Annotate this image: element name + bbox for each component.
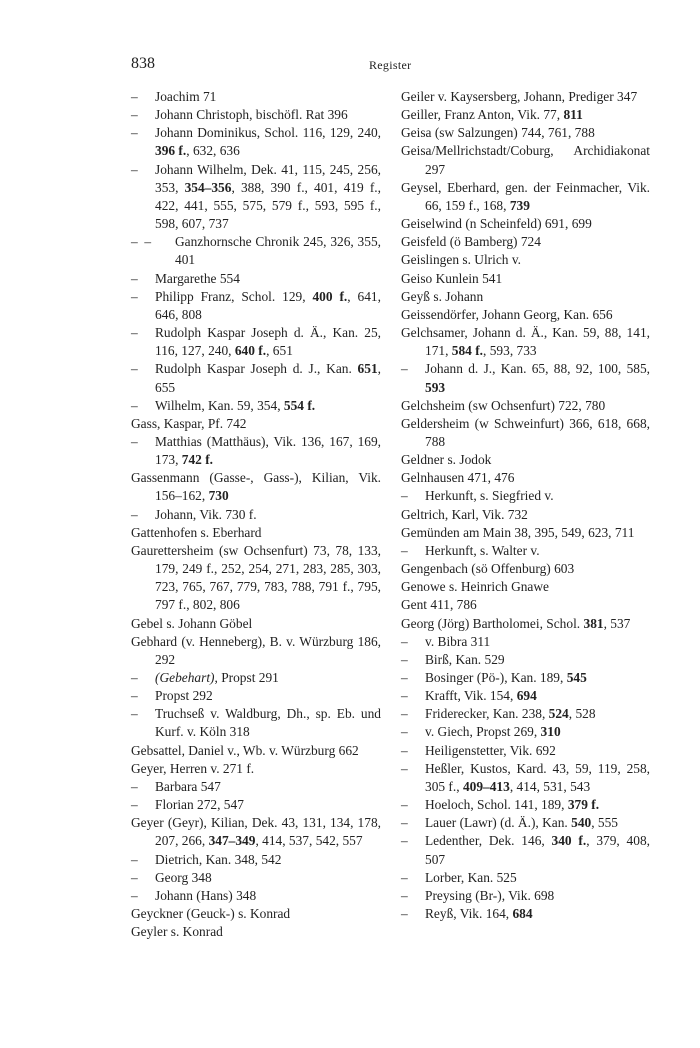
entry-text: Lorber, Kan. 525 [425, 869, 517, 885]
entry-text: Gaurettersheim (sw Ochsenfurt) 73, 78, 133, 179, 249 f., 252, 254, 271, 283, 285, 303, 723, 765, 767, 779, 783, 788, 791 f., 795, 797 f., 802, 806 [131, 542, 381, 613]
index-entry [401, 832, 650, 868]
index-entry [401, 415, 650, 451]
index-entry [131, 905, 381, 923]
entry-text: Geiller, Franz Anton, Vik. 77, 811 [401, 107, 583, 123]
index-column-left [131, 88, 381, 941]
index-entry [131, 88, 381, 106]
entry-text: Herkunft, s. Siegfried v. [425, 488, 554, 504]
index-entry [401, 887, 650, 905]
entry-text: Geyler s. Konrad [131, 924, 223, 940]
dash-mark: – [131, 325, 138, 341]
entry-text: Geissendörfer, Johann Georg, Kan. 656 [401, 306, 613, 322]
index-entry [131, 814, 381, 850]
entry-text: Gent 411, 786 [401, 597, 477, 613]
dash-mark: – [401, 760, 408, 776]
dash-mark: – [131, 797, 138, 813]
index-entry [401, 397, 650, 415]
index-entry [131, 687, 381, 705]
entry-text: Gelchsheim (sw Ochsenfurt) 722, 780 [401, 397, 606, 413]
entry-text: Rudolph Kaspar Joseph d. Ä., Kan. 25, 116, 127, 240, 640 f., 651 [155, 325, 381, 359]
entry-text: Geldner s. Jodok [401, 452, 492, 468]
dash-mark: – [401, 742, 408, 758]
index-entry [131, 469, 381, 505]
index-entry [131, 233, 381, 269]
index-entry [401, 506, 650, 524]
index-entry [131, 506, 381, 524]
dash-mark: – [131, 778, 138, 794]
dash-mark: – [401, 361, 408, 377]
dash-mark: – [401, 797, 408, 813]
dash-mark: – [131, 706, 138, 722]
dash-mark: – [401, 488, 408, 504]
dash-mark: – [131, 851, 138, 867]
index-entry [131, 615, 381, 633]
index-entry [401, 723, 650, 741]
entry-text: Geiselwind (n Scheinfeld) 691, 699 [401, 216, 592, 232]
index-entry [401, 251, 650, 269]
entry-text: Geiler v. Kaysersberg, Johann, Prediger 347 [401, 89, 638, 104]
dash-mark: – – [131, 234, 152, 250]
entry-text: (Gebehart), Propst 291 [155, 670, 279, 685]
entry-text: Friderecker, Kan. 238, 524, 528 [425, 706, 596, 722]
index-entry [401, 633, 650, 651]
index-entry [131, 433, 381, 469]
index-entry [131, 415, 381, 433]
index-entry [131, 778, 381, 796]
dash-mark: – [401, 688, 408, 704]
index-entry [131, 760, 381, 778]
index-entry [131, 542, 381, 615]
entry-text: Gebhard (v. Henneberg), B. v. Würzburg 186, 292 [131, 633, 381, 667]
index-entry [401, 124, 650, 142]
index-entry [401, 306, 650, 324]
entry-text: Gass, Kaspar, Pf. 742 [131, 415, 247, 431]
entry-text: Joachim 71 [155, 89, 217, 104]
index-entry [131, 324, 381, 360]
entry-text: Geysel, Eberhard, gen. der Feinmacher, Vik. 66, 159 f., 168, 739 [401, 179, 650, 213]
dash-mark: – [131, 361, 138, 377]
dash-mark: – [131, 125, 138, 141]
index-entry [401, 578, 650, 596]
entry-text: Propst 292 [155, 688, 213, 704]
index-entry [131, 796, 381, 814]
index-entry [401, 270, 650, 288]
dash-mark: – [401, 906, 408, 922]
entry-text: Lauer (Lawr) (d. Ä.), Kan. 540, 555 [425, 815, 618, 831]
entry-text: Johann Christoph, bischöfl. Rat 396 [155, 107, 348, 123]
index-entry [401, 88, 650, 106]
dash-mark: – [401, 542, 408, 558]
entry-text: Genowe s. Heinrich Gnawe [401, 579, 549, 595]
index-column-right [401, 88, 650, 923]
entry-text: Geyer, Herren v. 271 f. [131, 760, 255, 776]
dash-mark: – [401, 815, 408, 831]
index-entry [401, 179, 650, 215]
entry-text: Wilhelm, Kan. 59, 354, 554 f. [155, 397, 316, 413]
entry-text: Philipp Franz, Schol. 129, 400 f., 641, 646, 808 [155, 288, 381, 322]
dash-mark: – [401, 670, 408, 685]
dash-mark: – [131, 887, 138, 903]
entry-text: Georg 348 [155, 869, 212, 885]
entry-text: Florian 272, 547 [155, 797, 244, 813]
index-entry [401, 760, 650, 796]
index-entry [401, 560, 650, 578]
dash-mark: – [401, 724, 408, 740]
entry-text: Johann, Vik. 730 f. [155, 506, 257, 522]
dash-mark: – [401, 833, 408, 849]
entry-text: Gelchsamer, Johann d. Ä., Kan. 59, 88, 141, 171, 584 f., 593, 733 [401, 325, 650, 359]
index-entry [131, 106, 381, 124]
index-entry [131, 851, 381, 869]
dash-mark: – [131, 670, 138, 685]
index-entry [401, 142, 650, 178]
entry-text: Gebel s. Johann Göbel [131, 615, 253, 631]
entry-text: Matthias (Matthäus), Vik. 136, 167, 169, 173, 742 f. [155, 433, 381, 468]
entry-text: Johann d. J., Kan. 65, 88, 92, 100, 585, 593 [425, 361, 650, 395]
index-entry [401, 288, 650, 306]
index-entry [131, 887, 381, 905]
index-entry [131, 161, 381, 234]
dash-mark: – [131, 869, 138, 885]
entry-text: Johann Dominikus, Schol. 116, 129, 240, 396 f., 632, 636 [155, 125, 381, 159]
entry-text: Geislingen s. Ulrich v. [401, 252, 521, 268]
index-entry [401, 814, 650, 832]
index-entry [131, 124, 381, 160]
index-entry [401, 687, 650, 705]
dash-mark: – [131, 89, 138, 104]
entry-text: Geiso Kunlein 541 [401, 270, 503, 286]
dash-mark: – [131, 397, 138, 413]
page-number: 838 [131, 55, 155, 72]
index-entry [401, 651, 650, 669]
index-entry [131, 524, 381, 542]
index-entry [401, 106, 650, 124]
entry-text: Bosinger (Pö-), Kan. 189, 545 [425, 670, 587, 685]
index-entry [131, 288, 381, 324]
index-entry [131, 923, 381, 941]
index-entry [401, 596, 650, 614]
dash-mark: – [131, 270, 138, 286]
entry-text: Gebsattel, Daniel v., Wb. v. Würzburg 662 [131, 742, 359, 758]
index-entry [131, 270, 381, 288]
dash-mark: – [131, 161, 138, 177]
entry-text: Geisa (sw Salzungen) 744, 761, 788 [401, 125, 595, 141]
entry-text: Gemünden am Main 38, 395, 549, 623, 711 [401, 524, 635, 540]
index-entry [401, 324, 650, 360]
index-entry [401, 451, 650, 469]
index-entry [401, 705, 650, 723]
entry-text: Geldersheim (w Schweinfurt) 366, 618, 668, 788 [401, 415, 650, 449]
entry-text: Truchseß v. Waldburg, Dh., sp. Eb. und Kurf. v. Köln 318 [155, 706, 381, 740]
index-entry [401, 669, 650, 687]
dash-mark: – [131, 688, 138, 704]
entry-text: Gattenhofen s. Eberhard [131, 524, 262, 540]
entry-text: Geyer (Geyr), Kilian, Dek. 43, 131, 134, 178, 207, 266, 347–349, 414, 537, 542, 557 [131, 815, 381, 849]
index-entry [401, 360, 650, 396]
entry-text: Geisa/Mellrichstadt/Coburg, Archidiakonat 297 [401, 143, 650, 177]
index-entry [131, 360, 381, 396]
dash-mark: – [401, 706, 408, 722]
index-entry [131, 705, 381, 741]
entry-text: Barbara 547 [155, 778, 221, 794]
entry-text: Hoeloch, Schol. 141, 189, 379 f. [425, 797, 600, 813]
dash-mark: – [401, 887, 408, 903]
entry-text: Heiligenstetter, Vik. 692 [425, 742, 556, 758]
index-entry [401, 469, 650, 487]
entry-text: Margarethe 554 [155, 270, 240, 286]
index-entry [401, 869, 650, 887]
index-entry [401, 487, 650, 505]
index-entry [401, 742, 650, 760]
entry-text: Rudolph Kaspar Joseph d. J., Kan. 651, 655 [155, 361, 381, 395]
entry-text: Geyß s. Johann [401, 288, 484, 304]
entry-text: v. Bibra 311 [425, 633, 491, 649]
index-entry [401, 233, 650, 251]
entry-text: Reyß, Vik. 164, 684 [425, 906, 533, 922]
entry-text: Johann Wilhelm, Dek. 41, 115, 245, 256, 353, 354–356, 388, 390 f., 401, 419 f., 422, 441, 555, 575, 579 f., 593, 595 f., 598, 607, 737 [155, 161, 381, 232]
entry-text: Herkunft, s. Walter v. [425, 542, 540, 558]
entry-text: Dietrich, Kan. 348, 542 [155, 851, 282, 867]
dash-mark: – [401, 651, 408, 667]
index-entry [401, 615, 650, 633]
dash-mark: – [131, 433, 138, 449]
entry-text: Ledenther, Dek. 146, 340 f., 379, 408, 507 [425, 833, 650, 867]
dash-mark: – [401, 869, 408, 885]
entry-text: Krafft, Vik. 154, 694 [425, 688, 537, 704]
entry-text: Heßler, Kustos, Kard. 43, 59, 119, 258, 305 f., 409–413, 414, 531, 543 [425, 760, 650, 794]
entry-text: Georg (Jörg) Bartholomei, Schol. 381, 537 [401, 615, 631, 631]
entry-text: Geltrich, Karl, Vik. 732 [401, 506, 528, 522]
index-entry [131, 397, 381, 415]
index-entry [131, 742, 381, 760]
dash-mark: – [131, 506, 138, 522]
index-entry [401, 796, 650, 814]
entry-text: Gassenmann (Gasse-, Gass-), Kilian, Vik. 156–162, 730 [131, 470, 381, 504]
dash-mark: – [131, 107, 138, 123]
index-entry [131, 633, 381, 669]
index-entry [401, 215, 650, 233]
index-entry [131, 869, 381, 887]
entry-text: v. Giech, Propst 269, 310 [425, 724, 561, 740]
entry-text: Geyckner (Geuck-) s. Konrad [131, 906, 291, 922]
index-entry [401, 542, 650, 560]
entry-text: Ganzhornsche Chronik 245, 326, 355, 401 [175, 234, 381, 268]
entry-text: Geisfeld (ö Bamberg) 724 [401, 234, 541, 250]
entry-text: Birß, Kan. 529 [425, 651, 505, 667]
entry-text: Preysing (Br-), Vik. 698 [425, 887, 555, 903]
entry-text: Johann (Hans) 348 [155, 887, 257, 903]
index-entry [401, 905, 650, 923]
running-head: Register [369, 58, 412, 72]
dash-mark: – [131, 288, 138, 304]
entry-text: Gelnhausen 471, 476 [401, 470, 515, 486]
index-entry [401, 524, 650, 542]
entry-text: Gengenbach (sö Offenburg) 603 [401, 561, 575, 577]
index-entry [131, 669, 381, 687]
dash-mark: – [401, 633, 408, 649]
